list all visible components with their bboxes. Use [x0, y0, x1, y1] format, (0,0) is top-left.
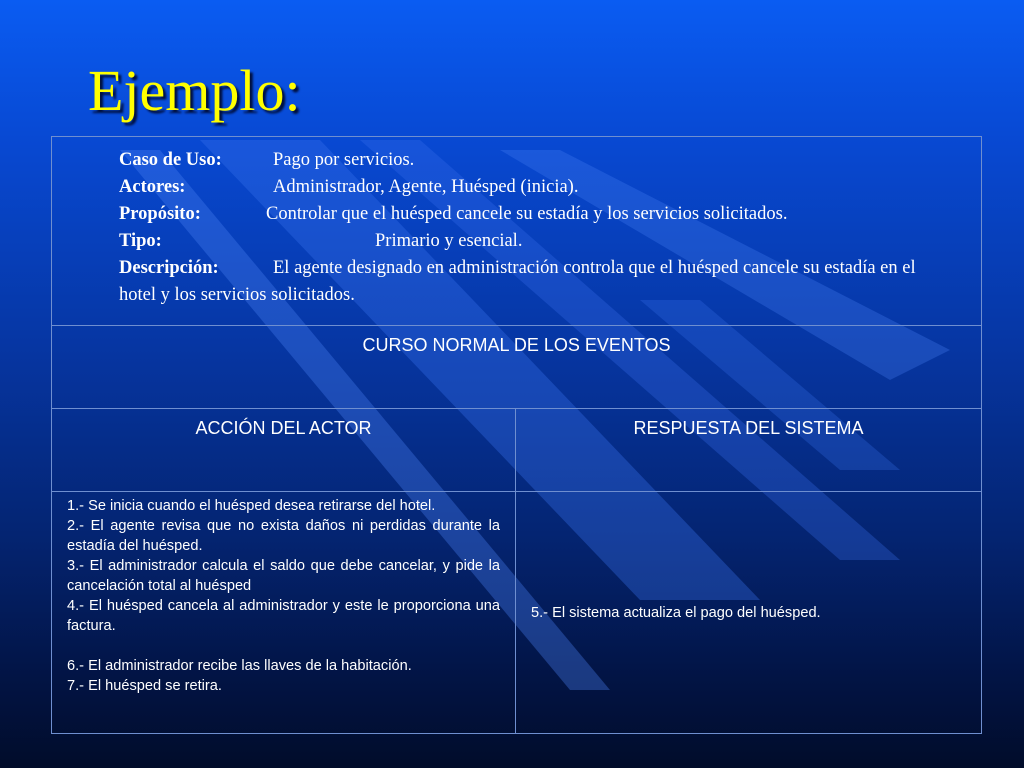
actor-step: 7.- El huésped se retira. [67, 678, 222, 694]
tipo-line [119, 228, 951, 255]
actor-action-header: ACCIÓN DEL ACTOR [52, 409, 516, 492]
proposito-label: Propósito: [119, 204, 201, 224]
descripcion-label: Descripción: [119, 258, 219, 278]
slide-title: Ejemplo: [88, 58, 301, 123]
descripcion-value: El agente designado en administración controla que el huésped cancele su estadía en el hotel y los servicios solicitados. [119, 258, 916, 305]
tipo-value: Primario y esencial. [375, 231, 523, 251]
descripcion-line [119, 255, 951, 309]
actor-step: 6.- El administrador recibe las llaves de la habitación. [67, 658, 412, 674]
events-section-header: CURSO NORMAL DE LOS EVENTOS [52, 326, 982, 409]
tipo-label: Tipo: [119, 231, 162, 251]
use-case-info-cell [52, 137, 982, 326]
actores-line [119, 174, 951, 201]
caso-de-uso-value: Pago por servicios. [273, 150, 415, 170]
proposito-line [119, 201, 951, 228]
system-step: 5.- El sistema actualiza el pago del huésped. [531, 604, 821, 621]
system-response-header: RESPUESTA DEL SISTEMA [516, 409, 982, 492]
actor-steps-cell [52, 492, 516, 734]
actor-step: 3.- El administrador calcula el saldo que debe cancelar, y pide la cancelación total al huésped [67, 558, 500, 594]
actores-value: Administrador, Agente, Huésped (inicia). [273, 177, 579, 197]
actor-step: 1.- Se inicia cuando el huésped desea retirarse del hotel. [67, 498, 436, 514]
caso-de-uso-line [119, 147, 951, 174]
step-spacer [67, 636, 500, 656]
system-steps-cell [516, 492, 982, 734]
proposito-value: Controlar que el huésped cancele su estadía y los servicios solicitados. [266, 204, 788, 224]
use-case-info-row [52, 137, 982, 326]
caso-de-uso-label: Caso de Uso: [119, 150, 222, 170]
actor-step: 2.- El agente revisa que no exista daños ni perdidas durante la estadía del huésped. [67, 518, 500, 554]
use-case-table [51, 136, 982, 734]
actor-step: 4.- El huésped cancela al administrador y este le proporciona una factura. [67, 598, 500, 634]
actores-label: Actores: [119, 177, 186, 197]
columns-header-row [52, 409, 982, 492]
events-section-row [52, 326, 982, 409]
steps-row [52, 492, 982, 734]
